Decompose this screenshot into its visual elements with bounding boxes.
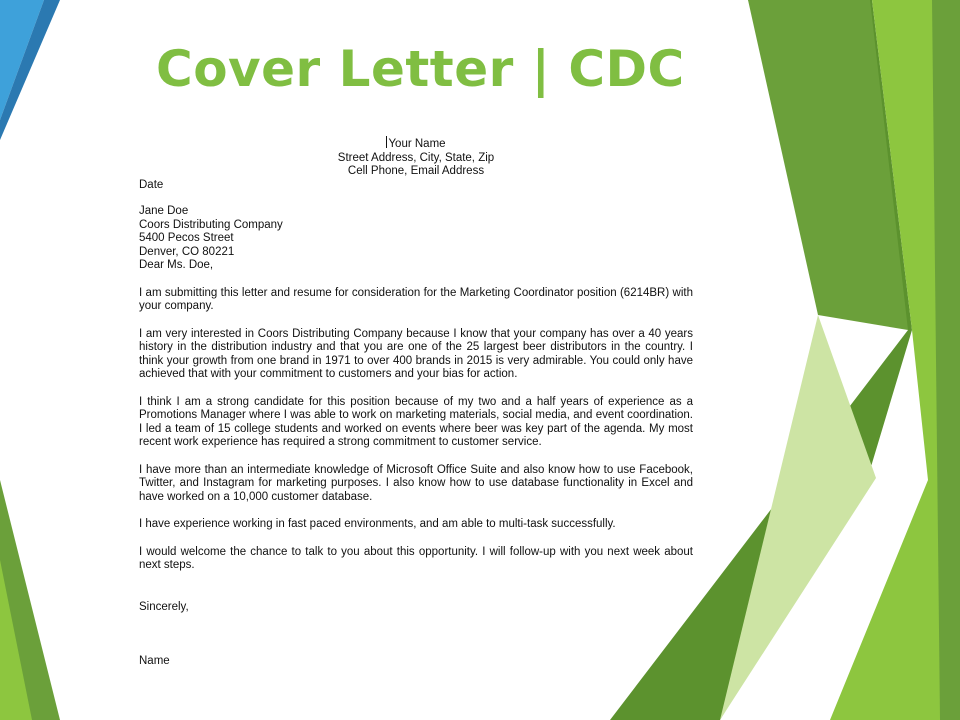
letter-closing: Sincerely, bbox=[139, 600, 189, 613]
letter-date: Date bbox=[139, 178, 164, 191]
paragraph-closing-remarks: I would welcome the chance to talk to you about this opportunity. I will follow-up with you next week about next steps. bbox=[139, 545, 693, 571]
recipient-name: Jane Doe bbox=[139, 205, 189, 217]
paragraph-company-interest: I am very interested in Coors Distributing Company because I know that your company has over a 40 years history in the distribution industry and that you are one of the 25 largest beer distributors in the country. I think your growth from one brand in 1971 to over 400 brands in 2015 is very admirable. You could only have achieved that with your commitment to customers and your bias for action. bbox=[139, 327, 693, 380]
paragraph-skills: I have more than an intermediate knowledge of Microsoft Office Suite and also know how to use Facebook, Twitter, and Instagram for marketing purposes. I also know how to use database functionality in Excel and have worked on a 10,000 customer database. bbox=[139, 463, 693, 503]
letter-header bbox=[139, 136, 693, 179]
paragraph-intro: I am submitting this letter and resume for consideration for the Marketing Coordinator position (6214BR) with your company. bbox=[139, 286, 693, 312]
cover-letter-document bbox=[139, 136, 693, 669]
salutation: Dear Ms. Doe, bbox=[139, 259, 214, 271]
recipient-address bbox=[139, 205, 693, 259]
paragraph-experience: I have experience working in fast paced environments, and am able to multi-task successfully. bbox=[139, 518, 616, 530]
green-accent-right-pale bbox=[720, 315, 876, 720]
slide-title: Cover Letter | CDC bbox=[156, 40, 685, 98]
sender-name: Your Name bbox=[388, 138, 446, 150]
recipient-street: 5400 Pecos Street bbox=[139, 232, 234, 244]
recipient-company: Coors Distributing Company bbox=[139, 218, 283, 231]
sender-street: Street Address, City, State, Zip bbox=[337, 151, 495, 164]
sender-contact: Cell Phone, Email Address bbox=[347, 165, 485, 177]
paragraph-qualifications: I think I am a strong candidate for this position because of my two and a half years of experience as a Promotions Manager where I was able to work on marketing materials, social media, and event coordination. I led a team of 15 college students and worked on events where beer was key part of the agenda. My most recent work experience has required a strong commitment to customer service. bbox=[139, 395, 693, 448]
sender-name-line bbox=[139, 136, 693, 152]
letter-signature: Name bbox=[139, 655, 170, 667]
recipient-city: Denver, CO 80221 bbox=[139, 245, 235, 258]
